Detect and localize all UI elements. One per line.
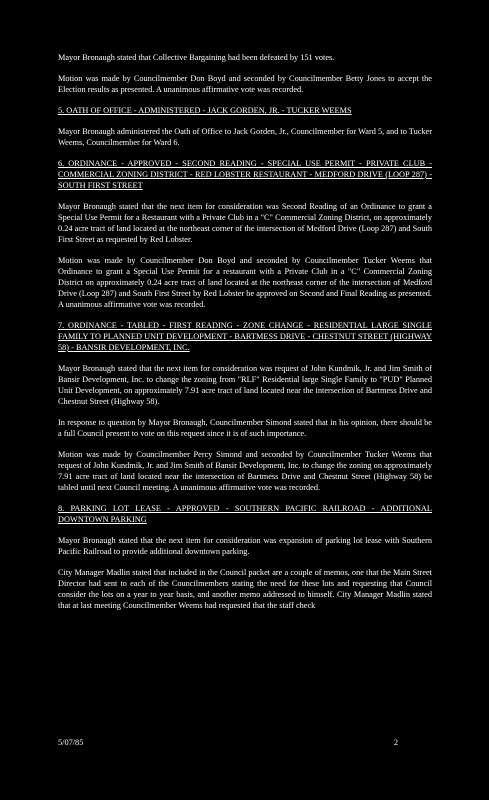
paragraph: Motion was made by Councilmember Don Boyd and seconded by Councilmember Betty Jones to accept the Election results as presented. A unanimous affirmative vote was recorded. (58, 74, 432, 94)
paragraph: In response to question by Mayor Bronaugh, Councilmember Simond stated that in his opinion, there should be a full Council present to vote on this request since it is of such importance. (58, 418, 432, 438)
page-footer (58, 738, 398, 747)
section-heading-6: 6. ORDINANCE - APPROVED - SECOND READING - SPECIAL USE PERMIT - PRIVATE CLUB - COMMERCIAL ZONING DISTRICT - RED LOBSTER RESTAURANT - MEDFORD DRIVE (LOOP 287) - SOUTH FIRST STREET (58, 159, 432, 190)
paragraph: Mayor Bronaugh stated that the next item for consideration was Second Reading of an Ordinance to grant a Special Use Permit for a Restaurant with a Private Club in a "C" Commercial Zoning District, on approximately 0.24 acre tract of land located at the northeast corner of the intersection of Medford Drive (Loop 287) and South First Street as requested by Red Lobster. (58, 202, 432, 244)
footer-date: 5/07/85 (58, 738, 84, 747)
paragraph: Motion was made by Councilmember Don Boyd and seconded by Councilmember Tucker Weems that Ordinance to grant a Special Use Permit for a restaurant with a Private Club in a "C" Commercial Zoning District on approximately 0.24 acre tract of land located at the northeast corner of the intersection of Medford Drive (Loop 287) and South First Street by Red Lobster be approved on Second and Final Reading as presented. A unanimous affirmative vote was recorded. (58, 256, 432, 309)
paragraph: Mayor Bronaugh stated that the next item for consideration was request of John Kundmik, Jr. and Jim Smith of Bansir Development, Inc. to change the zoning from "RLF" Residential large Single Family to "PUD" Planned Unit Development, on approximately 7.91 acre tract of land located near the intersection of Bartmess Drive and Chestnut Street (Highway 58). (58, 364, 432, 406)
section-heading-7: 7. ORDINANCE - TABLED - FIRST READING - ZONE CHANGE - RESIDENTIAL LARGE SINGLE FAMILY TO PLANNED UNIT DEVELOPMENT - BARTMESS DRIVE - CHESTNUT STREET (HIGHWAY 58) - BANSIR DEVELOPMENT, INC. (58, 321, 432, 352)
section-heading-8: 8. PARKING LOT LEASE - APPROVED - SOUTHERN PACIFIC RAILROAD - ADDITIONAL DOWNTOWN PARKING (58, 504, 432, 524)
paragraph: Mayor Bronaugh stated that the next item for consideration was expansion of parking lot lease with Southern Pacific Railroad to provide additional downtown parking. (58, 536, 432, 556)
paragraph: Motion was made by Councilmember Percy Simond and seconded by Councilmember Tucker Weems that request of John Kundmik, Jr. and Jim Smith of Bansir Development, Inc. to change the zoning on approximately 7.91 acre tract of land located near the intersection of Bartmess Drive and Chestnut Street (Highway 58) be tabled until next Council meeting. A unanimous affirmative vote was recorded. (58, 450, 432, 492)
minutes-page (58, 52, 432, 621)
paragraph: Mayor Bronaugh stated that Collective Bargaining had been defeated by 151 votes. (58, 53, 335, 62)
page-number: 2 (393, 738, 398, 747)
paragraph: Mayor Bronaugh administered the Oath of Office to Jack Gorden, Jr., Councilmember for Ward 5, and to Tucker Weems, Councilmember for Ward 6. (58, 127, 432, 147)
paragraph: City Manager Madlin stated that included in the Council packet are a couple of memos, one that the Main Street Director had sent to each of the Councilmembers stating the need for these lots and requesting that Council consider the lots on a year to year basis, and another memo addressed to himself. City Manager Madlin stated that at last meeting Councilmember Weems had requested that the staff check (58, 568, 432, 610)
section-heading-5: 5. OATH OF OFFICE - ADMINISTERED - JACK GORDEN, JR. - TUCKER WEEMS (58, 106, 352, 115)
